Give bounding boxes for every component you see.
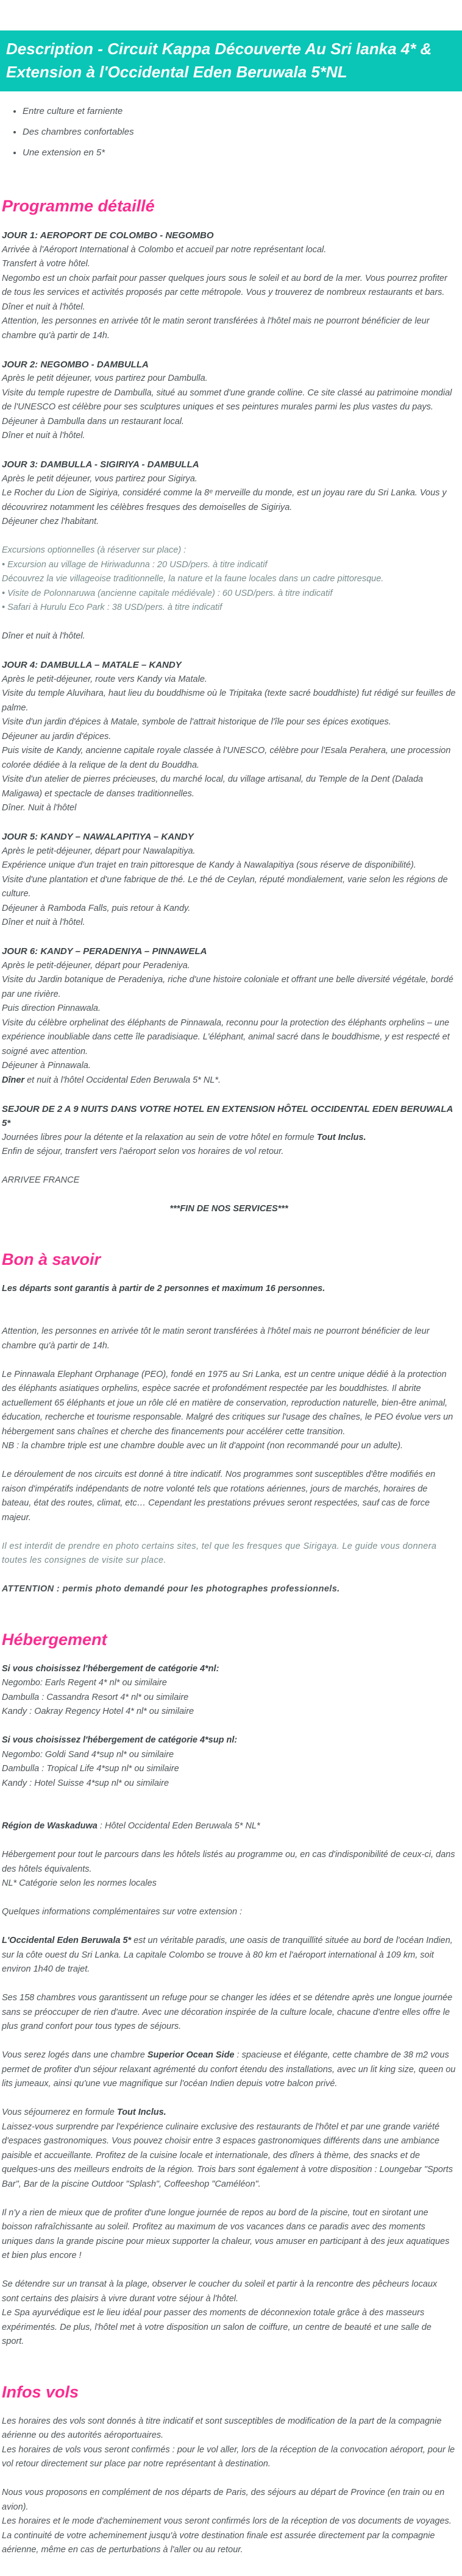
- paragraph: Déjeuner chez l'habitant.: [2, 517, 99, 526]
- paragraph: Laissez-vous surprendre par l'expérience culinaire exclusive des restaurants de l'hôtel et par une grande variété d'espaces gastronomiques. Vous pouvez choisir entre 3 espaces gastronomiques différents dans une ambiance paisible et accueillante. Profitez de la cuisine locale et internationale, des dîners à thème, des snacks et de quelques-uns des meilleurs endroits de la région. Trois bars sont également à votre disposition : Loungebar "Sports Bar", Bar de la piscine Outdoor "Splash", Coffeeshop "Caméléon".: [2, 2121, 453, 2189]
- paragraph: NB : la chambre triple est une chambre double avec un lit d'appoint (non recommandé pour un adulte).: [2, 1441, 403, 1451]
- paragraph: Dîner et nuit à l'hôtel.: [2, 431, 85, 441]
- optional-excursion-text: Découvrez la vie villageoise traditionnelle, la nature et la faune locales dans un cadre pittoresque.: [2, 574, 384, 584]
- spacer: [2, 2263, 456, 2278]
- paragraph: Expérience unique d'un trajet en train pittoresque de Kandy à Nawalapitiya (sous réserve de disponibilité).: [2, 860, 416, 870]
- page: [0, 30, 462, 2576]
- paragraph: Après le petit-déjeuner, départ pour Nawalapitiya.: [2, 846, 196, 856]
- spacer: [2, 1188, 456, 1203]
- fin-services-marker: ***FIN DE NOS SERVICES***: [169, 1204, 288, 1214]
- description-banner: [0, 30, 462, 91]
- paragraph: Les horaires et le mode d'acheminement vous seront confirmés lors de la réception de vos documents de voyages.: [2, 2516, 452, 2526]
- day-title: JOUR 4: DAMBULLA – MATALE – KANDY: [2, 660, 182, 670]
- spacer: [2, 1088, 456, 1102]
- paragraph: Après le petit-déjeuner, départ pour Peradeniya.: [2, 960, 190, 971]
- optional-excursion-text: Excursions optionnelles (à réserver sur place) :: [2, 545, 187, 555]
- paragraph: [2, 1131, 456, 1145]
- photo-restriction-note: Il est interdit de prendre en photo certains sites, tel que les fresques que Sirigaya. Le guide vous donnera toutes les consignes de visite sur place.: [2, 1541, 437, 1565]
- spacer: [2, 529, 456, 544]
- section-heading: Bon à savoir: [2, 1250, 101, 1269]
- spacer: [2, 930, 456, 945]
- bold-text-segment: Tout Inclus.: [316, 1132, 366, 1142]
- text-segment: Vous séjournerez en formule: [2, 2107, 117, 2117]
- day-title: JOUR 6: KANDY – PERADENIYA – PINNAWELA: [2, 946, 207, 957]
- paragraph: Ses 158 chambres vous garantissent un refuge pour se changer les idées et se détendre après une longue journée sans se préoccuper de rien d'autre. Avec une décoration inspirée de la culture locale, chacune d'entre elles offre le plus grand confort pour tous types de séjours.: [2, 1993, 453, 2031]
- paragraph: ARRIVEE FRANCE: [2, 1175, 80, 1185]
- optional-excursion-text: • Excursion au village de Hiriwadunna : 20 USD/pers. à titre indicatif: [2, 559, 268, 570]
- paragraph: Dambulla : Cassandra Resort 4* nl* ou similaire: [2, 1692, 189, 1702]
- paragraph: Visite d'une plantation et d'une fabrique de thé. Le thé de Ceylan, réputé mondialement, varie selon les régions de culture.: [2, 874, 448, 899]
- text-segment: est un véritable paradis, une oasis de tranquillité située au bord de l'océan Indien, sur la côte ouest du Sri Lanka. La capitale Colombo se trouve à 80 km et l'aéroport international à 109 km, soit environ 1h40 de trajet.: [2, 1936, 453, 1974]
- day-title: JOUR 1: AEROPORT DE COLOMBO - NEGOMBO: [2, 230, 214, 241]
- spacer: [2, 444, 456, 458]
- highlight-item: • Une extension en 5*: [23, 143, 456, 163]
- paragraph: Les horaires des vols sont donnés à titre indicatif et sont susceptibles de modification de la part de la compagnie aérienne ou des autorités aéroportuaires.: [2, 2416, 442, 2440]
- paragraph: Puis visite de Kandy, ancienne capitale royale classée à l'UNESCO, célèbre pour l'Esala Perahera, une procession colorée dédiée à la relique de la dent du Bouddha.: [2, 746, 451, 770]
- paragraph: Quelques informations complémentaires sur votre extension :: [2, 1907, 243, 1917]
- bold-text-segment: L'Occidental Eden Beruwala 5*: [2, 1936, 132, 1945]
- paragraph: Dîner et nuit à l'hôtel.: [2, 631, 85, 641]
- paragraph: [2, 2048, 456, 2092]
- bold-text-segment: Dîner: [2, 1075, 25, 1085]
- paragraph: NL* Catégorie selon les normes locales: [2, 1878, 157, 1888]
- spacer: [2, 1296, 456, 1311]
- emphasis-paragraph: Si vous choisissez l'hébergement de catégorie 4*nl:: [2, 1663, 219, 1674]
- paragraph: Negombo: Earls Regent 4* nl* ou similaire: [2, 1678, 167, 1688]
- text-segment: Journées libres pour la détente et la relaxation au sein de votre hôtel en formule: [2, 1132, 317, 1142]
- paragraph: Les horaires de vols vous seront confirmés : pour le vol aller, lors de la réception de la convocation aéroport, pour le vol retour directement sur place par notre représentant à destination.: [2, 2444, 455, 2469]
- attention-note: ATTENTION : permis photo demandé pour les photographes professionnels.: [2, 1584, 340, 1594]
- day-title: SEJOUR DE 2 A 9 NUITS DANS VOTRE HOTEL EN EXTENSION HÔTEL OCCIDENTAL EDEN BERUWALA 5*: [2, 1103, 453, 1128]
- paragraph: Arrivée à l'Aéroport International à Colombo et accueil par notre représentant local.: [2, 244, 327, 255]
- paragraph: Dîner et nuit à l'hôtel.: [2, 918, 85, 927]
- paragraph: Nous vous proposons en complément de nos départs de Paris, des séjours au départ de Province (en train ou en avion).: [2, 2488, 445, 2512]
- day-title: JOUR 2: NEGOMBO - DAMBULLA: [2, 359, 149, 370]
- spacer: [2, 615, 456, 630]
- highlights-list: [2, 101, 456, 163]
- paragraph: Kandy : Oakray Regency Hotel 4* nl* ou similaire: [2, 1707, 194, 1716]
- paragraph: [2, 2106, 456, 2120]
- spacer: [2, 1920, 456, 1934]
- text-segment: : spacieuse et élégante, cette chambre de 38 m2 vous permet de profiter d'un séjour relaxant agrémenté du confort étendu des installations, avec un lit king size, queen ou lits jumeaux, ainsi qu'une vue magnifique sur l'océan Indien depuis votre balcon privé.: [2, 2050, 456, 2089]
- paragraph: Visite du temple rupestre de Dambulla, situé au sommet d'une grande colline. Ce site classé au patrimoine mondial de l'UNESCO est célèbre pour ses sculptures uniques et ses peintures murales parmi les plus vastes du pays.: [2, 387, 452, 412]
- spacer: [2, 816, 456, 830]
- spacer: [2, 1568, 456, 1583]
- highlight-item: • Des chambres confortables: [23, 122, 456, 143]
- spacer: [2, 2472, 456, 2486]
- paragraph: [2, 1934, 456, 1977]
- paragraph: Après le petit déjeuner, vous partirez pour Dambulla.: [2, 373, 208, 383]
- sections-container: [2, 196, 456, 2558]
- spacer: [2, 2192, 456, 2206]
- paragraph: Transfert à votre hôtel.: [2, 259, 90, 269]
- text-segment: et nuit à l'hôtel Occidental Eden Beruwala 5* NL*.: [24, 1075, 221, 1085]
- paragraph: Le Pinnawala Elephant Orphanage (PEO), fondé en 1975 au Sri Lanka, est un centre unique dédié à la protection des éléphants asiatiques orphelins, espèce sacrée et profondément respectée par les bouddhistes. Il abrite actuellement 65 éléphants et joue un rôle clé en matière de conservation, reproduction naturelle, bien-être animal, éducation, recherche et tourisme responsable. Malgré des critiques sur l'usage des chaînes, le PEO évolue vers un hébergement sans chaînes et cherche des financements pour accélérer cette transition.: [2, 1369, 453, 1437]
- paragraph: Dambulla : Tropical Life 4*sup nl* ou similaire: [2, 1764, 179, 1774]
- optional-excursion-text: • Visite de Polonnaruwa (ancienne capitale médiévale) : 60 USD/pers. à titre indicatif: [2, 588, 333, 598]
- spacer: [2, 1719, 456, 1734]
- text-segment: : Hôtel Occidental Eden Beruwala 5* NL*: [97, 1821, 260, 1831]
- paragraph: [2, 1819, 456, 1834]
- spacer: [2, 1311, 456, 1325]
- paragraph: Après le petit déjeuner, vous partirez pour Sigirya.: [2, 473, 197, 484]
- spacer: [2, 343, 456, 358]
- section-heading: Hébergement: [2, 1630, 107, 1649]
- emphasis-paragraph: Si vous choisissez l'hébergement de catégorie 4*sup nl:: [2, 1735, 238, 1745]
- text-segment: Vous serez logés dans une chambre: [2, 2050, 147, 2060]
- paragraph: Se détendre sur un transat à la plage, observer le coucher du soleil et partir à la rencontre des pêcheurs locaux sont certains des plaisirs à vivre durant votre séjour à l'hôtel.: [2, 2279, 438, 2304]
- paragraph: Déjeuner à Dambulla dans un restaurant local.: [2, 416, 185, 426]
- paragraph: Dîner et nuit à l'hôtel.: [2, 302, 85, 312]
- spacer: [2, 2034, 456, 2049]
- spacer: [2, 1977, 456, 1992]
- paragraph: Negombo est un choix parfait pour passer quelques jours sous le soleil et au bord de la mer. Vous pourrez profiter de tous les services et activités proposés par cette métropole. Vous y trouverez de nombreux restaurants et bars.: [2, 273, 447, 297]
- paragraph: Visite du célèbre orphelinat des éléphants de Pinnawala, reconnu pour la protection des éléphants orphelins – une expérience inoubliable dans cette île paradisiaque. L'éléphant, animal sacré dans le bouddhisme, y est respecté et soigné avec attention.: [2, 1017, 450, 1056]
- paragraph: Déjeuner à Pinnawala.: [2, 1061, 91, 1070]
- spacer: [2, 1353, 456, 1368]
- paragraph: La continuité de votre acheminement jusqu'à votre destination finale est assurée directement par la compagnie aérienne, même en cas de perturbations à l'aller ou au retour.: [2, 2530, 435, 2555]
- paragraph: Après le petit-déjeuner, route vers Kandy via Matale.: [2, 674, 207, 684]
- spacer: [2, 2092, 456, 2106]
- paragraph: Dîner. Nuit à l'hôtel: [2, 803, 77, 813]
- spacer: [2, 1791, 456, 1805]
- paragraph: Attention, les personnes en arrivée tôt le matin seront transférées à l'hôtel mais ne pourront bénéficier de leur chambre qu'à partir de 14h.: [2, 316, 430, 341]
- optional-excursion-text: • Safari à Hurulu Eco Park : 38 USD/pers. à titre indicatif: [2, 603, 222, 612]
- paragraph: Visite du Jardin botanique de Peradeniya, riche d'une histoire coloniale et offrant une belle diversité végétale, bordé par une rivière.: [2, 975, 453, 999]
- paragraph: Visite d'un atelier de pierres précieuses, du marché local, du village artisanal, du Temple de la Dent (Dalada Maligawa) et spectacle de danses traditionnelles.: [2, 774, 424, 799]
- paragraph: Déjeuner à Ramboda Falls, puis retour à Kandy.: [2, 903, 191, 913]
- paragraph: Visite d'un jardin d'épices à Matale, symbole de l'attrait historique de l'île pour ses épices exotiques.: [2, 717, 391, 727]
- paragraph: Attention, les personnes en arrivée tôt le matin seront transférées à l'hôtel mais ne pourront bénéficier de leur chambre qu'à partir de 14h.: [2, 1326, 430, 1351]
- spacer: [2, 1891, 456, 1906]
- itinerary-document: [0, 30, 462, 2576]
- paragraph: Visite du temple Aluvihara, haut lieu du bouddhisme où le Tripitaka (texte sacré bouddhiste) fut rédigé sur feuilles de palme.: [2, 688, 456, 713]
- bold-text-segment: Superior Ocean Side: [147, 2050, 235, 2060]
- document-content: [0, 101, 462, 2576]
- spacer: [2, 1834, 456, 1849]
- day-title: JOUR 3: DAMBULLA - SIGIRIYA - DAMBULLA: [2, 459, 199, 470]
- paragraph: [2, 1074, 456, 1088]
- paragraph: Le Spa ayurvédique est le lieu idéal pour passer des moments de déconnexion totale grâce à des masseurs expérimentés. De plus, l'hôtel met à votre disposition un salon de coiffure, un centre de beauté et une salle de sport.: [2, 2308, 432, 2346]
- page-title: Description - Circuit Kappa Découverte Au Sri lanka 4* & Extension à l'Occidental Eden Beruwala 5*NL: [6, 40, 432, 81]
- paragraph: Le Rocher du Lion de Sigiriya, considéré comme la 8ᵉ merveille du monde, est un joyau rare du Sri Lanka. Vous y découvrirez notamment les célèbres fresques des demoiselles de Sigiriya.: [2, 488, 447, 512]
- highlight-item: • Entre culture et farniente: [23, 101, 456, 122]
- paragraph: Le déroulement de nos circuits est donné à titre indicatif. Nos programmes sont susceptibles d'être modifiés en raison d'impératifs indépendants de notre volonté tels que rotations aériennes, jours de marchés, horaires de bateau, état des routes, climat, etc… Cependant les prestations prévues seront respectées, sauf cas de force majeur.: [2, 1470, 436, 1523]
- paragraph: Déjeuner au jardin d'épices.: [2, 731, 112, 741]
- section-heading: Programme détaillé: [2, 197, 155, 215]
- spacer: [2, 1454, 456, 1468]
- paragraph: Kandy : Hotel Suisse 4*sup nl* ou similaire: [2, 1778, 169, 1788]
- spacer: [2, 1525, 456, 1540]
- bold-text-segment: Tout Inclus.: [116, 2107, 166, 2117]
- paragraph: Il n'y a rien de mieux que de profiter d'une longue journée de repos au bord de la piscine, tout en sirotant une boisson rafraîchissante au soleil. Profitez au maximum de vos vacances dans ce paradis avec des moments uniques dans la grande piscine pour mieux supporter la chaleur, vous amuser en participant à des jeux aquatiques et bien plus encore !: [2, 2207, 450, 2260]
- spacer: [2, 1159, 456, 1174]
- emphasis-paragraph: Les départs sont garantis à partir de 2 personnes et maximum 16 personnes.: [2, 1283, 325, 1293]
- day-title: JOUR 5: KANDY – NAWALAPITIYA – KANDY: [2, 832, 194, 842]
- spacer: [2, 1805, 456, 1820]
- paragraph: Hébergement pour tout le parcours dans les hôtels listés au programme ou, en cas d'indisponibilité de ceux-ci, dans des hôtels équivalents.: [2, 1850, 455, 1874]
- section-heading: Infos vols: [2, 2382, 79, 2401]
- paragraph: Puis direction Pinnawala.: [2, 1003, 101, 1013]
- paragraph: Negombo: Goldi Sand 4*sup nl* ou similaire: [2, 1749, 174, 1760]
- paragraph: Enfin de séjour, transfert vers l'aéroport selon vos horaires de vol retour.: [2, 1147, 284, 1156]
- spacer: [2, 644, 456, 659]
- bold-text-segment: Région de Waskaduwa: [2, 1821, 98, 1831]
